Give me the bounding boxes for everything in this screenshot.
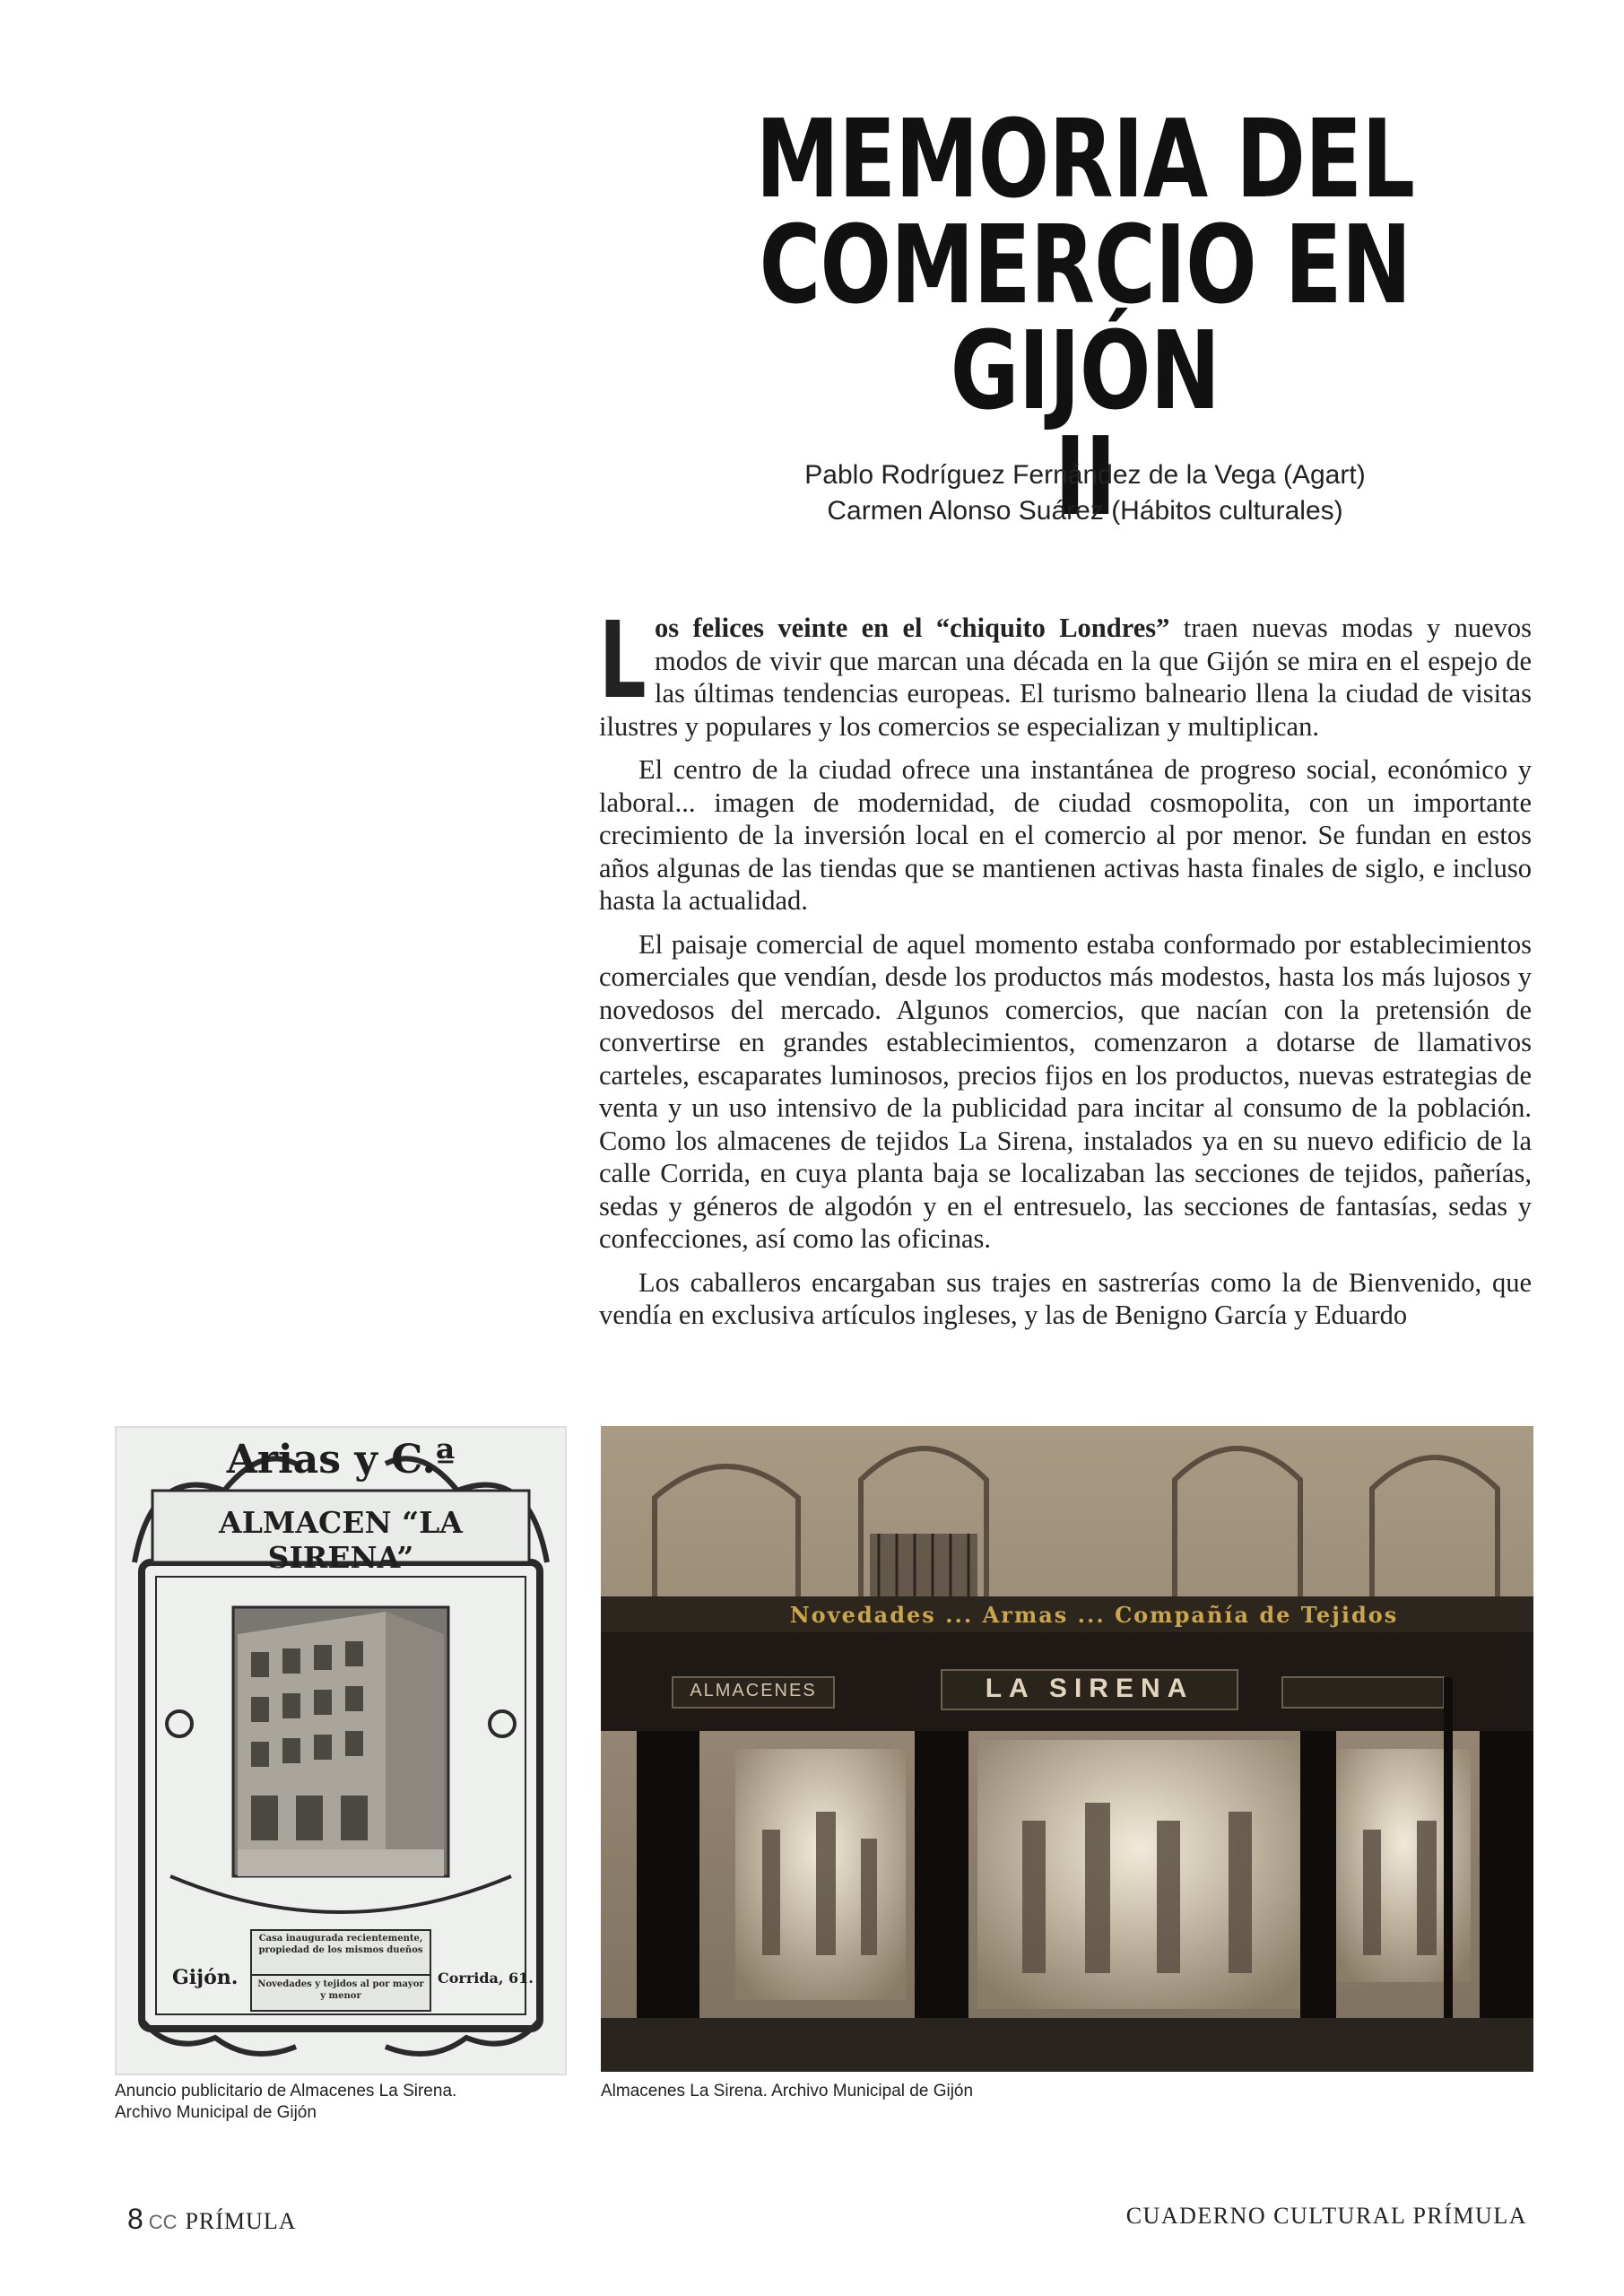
- magazine-name: PRÍMULA: [185, 2208, 297, 2234]
- store-sign-top: Novedades ... Armas ... Compañía de Tejidos: [789, 1602, 1399, 1628]
- author-2: Carmen Alonso Suárez (Hábitos culturales): [827, 496, 1343, 526]
- drop-cap: L: [599, 598, 647, 722]
- article-body: [599, 598, 1533, 1343]
- storefront-illustration: [601, 1426, 1533, 2072]
- title-line-2: COMERCIO EN GIJÓN: [759, 204, 1411, 434]
- paragraph-4: Los caballeros encargaban sus trajes en sastrerías como la de Bienvenido, que vendía en exclusiva artículos ingleses, y las de Benigno García y Eduardo: [599, 1266, 1532, 1330]
- storefront-photo: [601, 1426, 1533, 2072]
- poster-caption-line-2: Archivo Municipal de Gijón: [115, 2103, 317, 2122]
- store-sign-main: LA SIRENA: [985, 1674, 1194, 1703]
- paragraph-3: El paisaje comercial de aquel momento estaba conformado por establecimientos comerciales que vendían, desde los productos más modestos, hasta los más lujosos y novedosos del mercado. Algunos comercios, que nacían con la pretensión de convertirse en grandes establecimientos, comenzaron a dotarse de llamativos carteles, escaparates luminosos, precios fijos en los productos, nuevas estrategias de venta y un uso intensivo de la publicidad para incitar al consumo de la población. Como los almacenes de tejidos La Sirena, instalados ya en su nuevo edificio de la calle Corrida, en cuya planta baja se localizaban las secciones de tejidos, pañerías, sedas y géneros de algodón y en el entresuelo, las secciones de fantasías, sedas y confecciones, así como las oficinas.: [599, 928, 1532, 1254]
- cc-label: CC: [148, 2211, 178, 2233]
- poster-header-1: Arias y C.ª: [226, 1437, 456, 1483]
- paragraph-2: El centro de la ciudad ofrece una instantánea de progreso social, económico y laboral... imagen de modernidad, de ciudad cosmopolita, con un importante crecimiento de la inversión local en el comercio al por menor. Se fundan en estos años algunas de las tiendas que se mantienen activas hasta finales de siglo, e incluso hasta la actualidad.: [599, 754, 1532, 916]
- authors: [619, 457, 1551, 529]
- author-1: Pablo Rodríguez Fernández de la Vega (Agart): [804, 460, 1366, 490]
- poster-street: Corrida, 61.: [438, 1970, 534, 1987]
- poster-city: Gijón.: [172, 1966, 239, 1989]
- poster-header-2: ALMACEN “LA SIRENA”: [219, 1505, 463, 1575]
- paragraph-1: [599, 598, 1533, 743]
- poster-tagline: Novedades y tejidos al por mayor y menor: [257, 1979, 424, 2001]
- lead-phrase: os felices veinte en el “chiquito Londres”: [655, 613, 1170, 643]
- storefront-caption: Almacenes La Sirena. Archivo Municipal de Gijón: [601, 2082, 974, 2100]
- poster-caption: [115, 2081, 563, 2124]
- store-sign-left: ALMACENES: [690, 1681, 817, 1700]
- paragraph-1-text: traen nuevas modas y nuevos modos de vivir que marcan una década en la que Gijón se mira en el espejo de las últimas tendencias europeas. El turismo balneario llena la ciudad de visitas ilustres y populares y los comercios se especializan y multiplican.: [599, 613, 1533, 742]
- page-footer-right: CUADERNO CULTURAL PRÍMULA: [1125, 2203, 1527, 2229]
- page-footer-left: [127, 2203, 296, 2236]
- page-number: 8: [127, 2203, 143, 2235]
- poster-image: [115, 1426, 567, 2075]
- poster-note: Casa inaugurada recientemente, propiedad de los mismos dueños: [258, 1934, 423, 1955]
- title-line-3: II: [1054, 415, 1116, 540]
- title-line-1: MEMORIA DEL: [755, 98, 1415, 222]
- poster-caption-line-1: Anuncio publicitario de Almacenes La Sirena.: [115, 2082, 457, 2100]
